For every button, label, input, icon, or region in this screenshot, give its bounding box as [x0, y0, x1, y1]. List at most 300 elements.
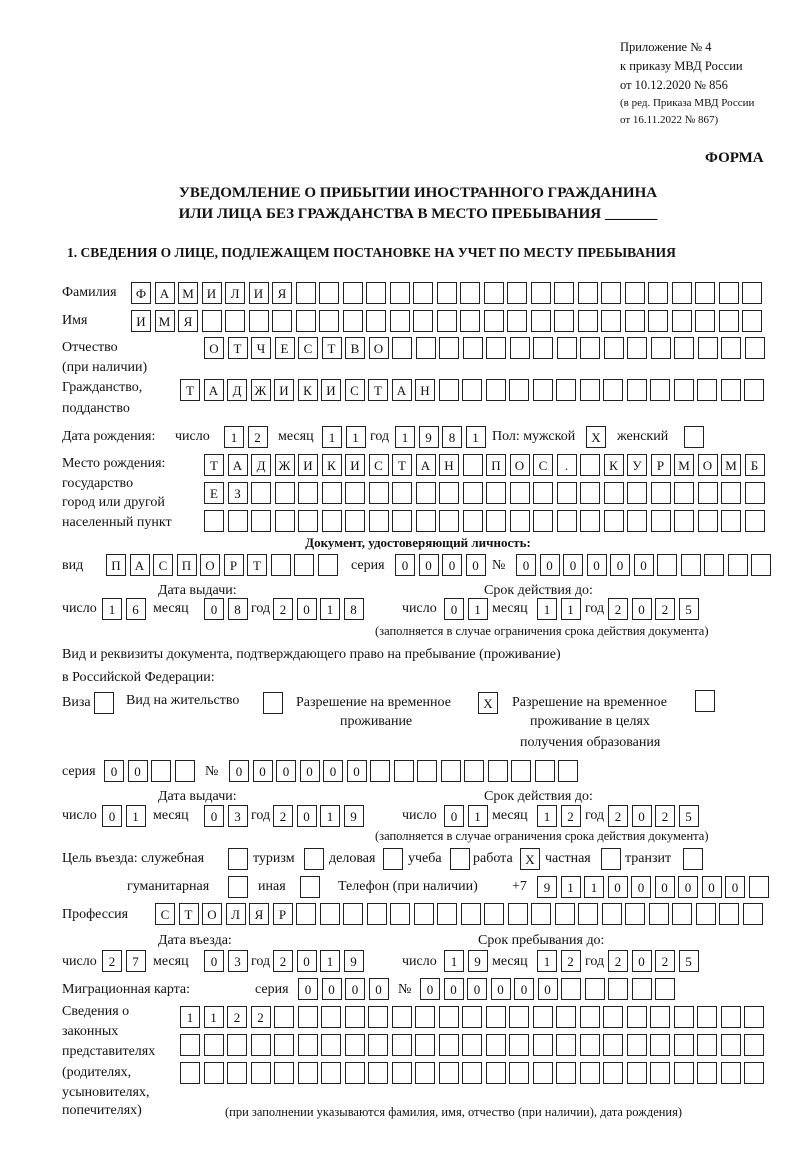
char-cell[interactable]: Р	[224, 554, 244, 576]
doc-type-field[interactable]	[106, 554, 341, 576]
visa-checkbox[interactable]	[94, 692, 118, 714]
char-cell[interactable]	[627, 1006, 647, 1028]
char-cell[interactable]	[304, 848, 324, 870]
permit-issue-year-field[interactable]	[273, 805, 367, 827]
profession-field[interactable]	[155, 903, 766, 925]
char-cell[interactable]	[557, 337, 577, 359]
surname-field[interactable]	[131, 282, 766, 304]
char-cell[interactable]	[625, 903, 645, 925]
char-cell[interactable]: 1	[180, 1006, 200, 1028]
char-cell[interactable]	[721, 482, 741, 504]
char-cell[interactable]: К	[298, 379, 318, 401]
char-cell[interactable]	[486, 1034, 506, 1056]
char-cell[interactable]	[531, 903, 551, 925]
char-cell[interactable]: 0	[655, 876, 675, 898]
char-cell[interactable]	[228, 876, 248, 898]
char-cell[interactable]	[294, 554, 314, 576]
char-cell[interactable]: 6	[126, 598, 146, 620]
char-cell[interactable]: 0	[587, 554, 607, 576]
char-cell[interactable]: М	[674, 454, 694, 476]
char-cell[interactable]: Я	[249, 903, 269, 925]
char-cell[interactable]	[251, 1034, 271, 1056]
char-cell[interactable]	[533, 1006, 553, 1028]
char-cell[interactable]: Ч	[251, 337, 271, 359]
char-cell[interactable]	[463, 337, 483, 359]
char-cell[interactable]: И	[249, 282, 269, 304]
char-cell[interactable]: И	[298, 454, 318, 476]
doc-series-field[interactable]	[395, 554, 489, 576]
char-cell[interactable]	[345, 1034, 365, 1056]
char-cell[interactable]: Р	[651, 454, 671, 476]
sex-male-checkbox[interactable]	[586, 426, 610, 448]
purpose-humanitarian-checkbox[interactable]	[228, 876, 252, 898]
char-cell[interactable]	[674, 1034, 694, 1056]
char-cell[interactable]	[321, 1062, 341, 1084]
char-cell[interactable]	[275, 482, 295, 504]
char-cell[interactable]: З	[228, 482, 248, 504]
char-cell[interactable]	[684, 426, 704, 448]
entry-day-field[interactable]	[102, 950, 149, 972]
char-cell[interactable]: 1	[126, 805, 146, 827]
representatives-row[interactable]	[180, 1034, 768, 1056]
char-cell[interactable]	[484, 282, 504, 304]
char-cell[interactable]	[510, 482, 530, 504]
char-cell[interactable]	[721, 1034, 741, 1056]
char-cell[interactable]: 5	[679, 950, 699, 972]
char-cell[interactable]: М	[178, 282, 198, 304]
char-cell[interactable]: У	[627, 454, 647, 476]
char-cell[interactable]: 1	[561, 598, 581, 620]
char-cell[interactable]	[580, 1006, 600, 1028]
char-cell[interactable]: 0	[725, 876, 745, 898]
stay-day-field[interactable]	[444, 950, 491, 972]
purpose-transit-checkbox[interactable]	[683, 848, 707, 870]
char-cell[interactable]: 2	[608, 805, 628, 827]
char-cell[interactable]	[464, 760, 484, 782]
char-cell[interactable]: 9	[344, 950, 364, 972]
char-cell[interactable]	[345, 510, 365, 532]
char-cell[interactable]: 1	[444, 950, 464, 972]
permit-number-field[interactable]	[229, 760, 582, 782]
edu-permit-checkbox[interactable]	[695, 690, 719, 712]
patronymic-field[interactable]	[204, 337, 768, 359]
char-cell[interactable]	[318, 554, 338, 576]
char-cell[interactable]	[460, 282, 480, 304]
char-cell[interactable]: 1	[584, 876, 604, 898]
migration-series-field[interactable]	[298, 978, 392, 1000]
char-cell[interactable]	[674, 1062, 694, 1084]
char-cell[interactable]	[274, 1062, 294, 1084]
sex-female-checkbox[interactable]	[684, 426, 708, 448]
char-cell[interactable]: П	[106, 554, 126, 576]
char-cell[interactable]	[392, 482, 412, 504]
char-cell[interactable]	[415, 1006, 435, 1028]
char-cell[interactable]: 0	[608, 876, 628, 898]
char-cell[interactable]: А	[228, 454, 248, 476]
char-cell[interactable]	[745, 510, 765, 532]
char-cell[interactable]	[672, 310, 692, 332]
char-cell[interactable]	[368, 1034, 388, 1056]
char-cell[interactable]	[509, 1034, 529, 1056]
char-cell[interactable]: И	[131, 310, 151, 332]
char-cell[interactable]	[320, 903, 340, 925]
char-cell[interactable]	[417, 760, 437, 782]
char-cell[interactable]: .	[557, 454, 577, 476]
char-cell[interactable]	[604, 510, 624, 532]
char-cell[interactable]: 2	[608, 598, 628, 620]
char-cell[interactable]: Т	[180, 379, 200, 401]
char-cell[interactable]: 0	[563, 554, 583, 576]
stay-year-field[interactable]	[608, 950, 702, 972]
char-cell[interactable]	[369, 482, 389, 504]
char-cell[interactable]: Т	[392, 454, 412, 476]
char-cell[interactable]	[509, 1062, 529, 1084]
char-cell[interactable]	[533, 337, 553, 359]
char-cell[interactable]	[650, 1006, 670, 1028]
char-cell[interactable]: 2	[273, 950, 293, 972]
char-cell[interactable]	[580, 510, 600, 532]
char-cell[interactable]	[578, 282, 598, 304]
char-cell[interactable]	[392, 1006, 412, 1028]
char-cell[interactable]: 2	[248, 426, 268, 448]
char-cell[interactable]	[627, 1034, 647, 1056]
char-cell[interactable]: А	[155, 282, 175, 304]
char-cell[interactable]	[296, 282, 316, 304]
char-cell[interactable]	[251, 482, 271, 504]
char-cell[interactable]	[441, 760, 461, 782]
char-cell[interactable]	[601, 848, 621, 870]
char-cell[interactable]: 3	[228, 950, 248, 972]
char-cell[interactable]	[228, 510, 248, 532]
char-cell[interactable]	[721, 1062, 741, 1084]
char-cell[interactable]: М	[155, 310, 175, 332]
char-cell[interactable]	[535, 760, 555, 782]
char-cell[interactable]: 0	[204, 805, 224, 827]
char-cell[interactable]	[343, 282, 363, 304]
char-cell[interactable]	[321, 1034, 341, 1056]
char-cell[interactable]	[319, 282, 339, 304]
char-cell[interactable]	[345, 1062, 365, 1084]
permit-issue-month-field[interactable]	[204, 805, 251, 827]
char-cell[interactable]	[484, 903, 504, 925]
char-cell[interactable]	[719, 903, 739, 925]
char-cell[interactable]	[343, 903, 363, 925]
char-cell[interactable]: 1	[322, 426, 342, 448]
char-cell[interactable]	[580, 379, 600, 401]
birth-place-row[interactable]	[204, 482, 768, 504]
char-cell[interactable]	[463, 454, 483, 476]
temp-permit-checkbox[interactable]	[478, 692, 502, 714]
char-cell[interactable]: 1	[395, 426, 415, 448]
char-cell[interactable]: 0	[300, 760, 320, 782]
char-cell[interactable]	[437, 282, 457, 304]
char-cell[interactable]	[462, 1034, 482, 1056]
char-cell[interactable]	[298, 1062, 318, 1084]
char-cell[interactable]	[533, 1034, 553, 1056]
char-cell[interactable]	[674, 510, 694, 532]
char-cell[interactable]	[298, 1034, 318, 1056]
char-cell[interactable]: А	[416, 454, 436, 476]
char-cell[interactable]: 0	[467, 978, 487, 1000]
purpose-private-checkbox[interactable]	[601, 848, 625, 870]
char-cell[interactable]: Л	[226, 903, 246, 925]
char-cell[interactable]	[439, 379, 459, 401]
char-cell[interactable]: 2	[273, 805, 293, 827]
char-cell[interactable]: 2	[273, 598, 293, 620]
char-cell[interactable]: Я	[272, 282, 292, 304]
char-cell[interactable]	[745, 337, 765, 359]
char-cell[interactable]: О	[202, 903, 222, 925]
char-cell[interactable]	[369, 510, 389, 532]
char-cell[interactable]: 0	[540, 554, 560, 576]
char-cell[interactable]	[486, 1062, 506, 1084]
char-cell[interactable]	[416, 510, 436, 532]
char-cell[interactable]: Д	[251, 454, 271, 476]
char-cell[interactable]	[674, 482, 694, 504]
char-cell[interactable]: О	[200, 554, 220, 576]
char-cell[interactable]: 0	[104, 760, 124, 782]
char-cell[interactable]	[632, 978, 652, 1000]
char-cell[interactable]	[648, 310, 668, 332]
char-cell[interactable]: 0	[276, 760, 296, 782]
char-cell[interactable]	[511, 760, 531, 782]
char-cell[interactable]	[439, 1034, 459, 1056]
char-cell[interactable]	[416, 337, 436, 359]
phone-field[interactable]	[537, 876, 772, 898]
char-cell[interactable]	[343, 310, 363, 332]
char-cell[interactable]: 0	[516, 554, 536, 576]
purpose-service-checkbox[interactable]	[228, 848, 252, 870]
char-cell[interactable]	[392, 1062, 412, 1084]
char-cell[interactable]	[322, 482, 342, 504]
char-cell[interactable]	[721, 510, 741, 532]
char-cell[interactable]: 1	[204, 1006, 224, 1028]
char-cell[interactable]: Т	[247, 554, 267, 576]
issue-day-field[interactable]	[102, 598, 149, 620]
char-cell[interactable]	[390, 282, 410, 304]
char-cell[interactable]	[383, 848, 403, 870]
char-cell[interactable]	[556, 379, 576, 401]
char-cell[interactable]: 1	[537, 950, 557, 972]
representatives-row[interactable]	[180, 1006, 768, 1028]
char-cell[interactable]: И	[345, 454, 365, 476]
char-cell[interactable]: X	[520, 848, 540, 870]
char-cell[interactable]	[719, 282, 739, 304]
char-cell[interactable]	[742, 282, 762, 304]
char-cell[interactable]	[390, 903, 410, 925]
char-cell[interactable]	[608, 978, 628, 1000]
char-cell[interactable]: Н	[439, 454, 459, 476]
char-cell[interactable]: 0	[345, 978, 365, 1000]
char-cell[interactable]: 0	[632, 805, 652, 827]
char-cell[interactable]	[225, 310, 245, 332]
char-cell[interactable]	[437, 310, 457, 332]
char-cell[interactable]	[510, 337, 530, 359]
char-cell[interactable]	[180, 1034, 200, 1056]
char-cell[interactable]	[744, 1034, 764, 1056]
valid-day-field[interactable]	[444, 598, 491, 620]
char-cell[interactable]	[392, 337, 412, 359]
char-cell[interactable]: 2	[561, 805, 581, 827]
birth-place-row[interactable]	[204, 510, 768, 532]
char-cell[interactable]	[227, 1034, 247, 1056]
char-cell[interactable]: 0	[297, 598, 317, 620]
char-cell[interactable]	[681, 554, 701, 576]
char-cell[interactable]	[274, 1034, 294, 1056]
birth-place-row[interactable]	[204, 454, 768, 476]
char-cell[interactable]: 9	[537, 876, 557, 898]
char-cell[interactable]	[603, 1006, 623, 1028]
char-cell[interactable]	[719, 310, 739, 332]
char-cell[interactable]	[745, 482, 765, 504]
char-cell[interactable]	[650, 379, 670, 401]
char-cell[interactable]	[651, 482, 671, 504]
char-cell[interactable]	[721, 1006, 741, 1028]
char-cell[interactable]: Т	[228, 337, 248, 359]
char-cell[interactable]: 9	[468, 950, 488, 972]
char-cell[interactable]: 1	[537, 805, 557, 827]
char-cell[interactable]	[486, 482, 506, 504]
char-cell[interactable]: 2	[655, 598, 675, 620]
char-cell[interactable]	[674, 337, 694, 359]
char-cell[interactable]	[439, 1006, 459, 1028]
char-cell[interactable]: О	[510, 454, 530, 476]
char-cell[interactable]	[627, 510, 647, 532]
char-cell[interactable]: 0	[491, 978, 511, 1000]
char-cell[interactable]: П	[486, 454, 506, 476]
char-cell[interactable]: 0	[204, 950, 224, 972]
char-cell[interactable]: 0	[369, 978, 389, 1000]
char-cell[interactable]: Ж	[251, 379, 271, 401]
char-cell[interactable]: В	[345, 337, 365, 359]
char-cell[interactable]: С	[153, 554, 173, 576]
char-cell[interactable]: Р	[273, 903, 293, 925]
issue-month-field[interactable]	[204, 598, 251, 620]
char-cell[interactable]: Е	[204, 482, 224, 504]
char-cell[interactable]	[696, 903, 716, 925]
char-cell[interactable]	[413, 310, 433, 332]
char-cell[interactable]: 0	[610, 554, 630, 576]
char-cell[interactable]	[625, 282, 645, 304]
char-cell[interactable]: 1	[468, 805, 488, 827]
char-cell[interactable]	[151, 760, 171, 782]
char-cell[interactable]: Т	[322, 337, 342, 359]
char-cell[interactable]	[175, 760, 195, 782]
char-cell[interactable]	[627, 1062, 647, 1084]
char-cell[interactable]	[345, 1006, 365, 1028]
char-cell[interactable]: Т	[179, 903, 199, 925]
char-cell[interactable]: И	[321, 379, 341, 401]
char-cell[interactable]	[251, 1062, 271, 1084]
char-cell[interactable]	[721, 379, 741, 401]
char-cell[interactable]	[296, 903, 316, 925]
char-cell[interactable]	[275, 510, 295, 532]
char-cell[interactable]: 0	[229, 760, 249, 782]
char-cell[interactable]	[300, 876, 320, 898]
char-cell[interactable]	[695, 310, 715, 332]
char-cell[interactable]	[462, 379, 482, 401]
representatives-row[interactable]	[180, 1062, 768, 1084]
char-cell[interactable]: 0	[442, 554, 462, 576]
char-cell[interactable]	[510, 510, 530, 532]
char-cell[interactable]: 1	[537, 598, 557, 620]
char-cell[interactable]: 0	[298, 978, 318, 1000]
char-cell[interactable]	[674, 379, 694, 401]
doc-number-field[interactable]	[516, 554, 775, 576]
char-cell[interactable]	[368, 1062, 388, 1084]
name-field[interactable]	[131, 310, 766, 332]
char-cell[interactable]: 0	[632, 950, 652, 972]
char-cell[interactable]	[721, 337, 741, 359]
char-cell[interactable]: 0	[253, 760, 273, 782]
char-cell[interactable]	[556, 1062, 576, 1084]
char-cell[interactable]: 0	[297, 805, 317, 827]
char-cell[interactable]	[742, 310, 762, 332]
char-cell[interactable]	[439, 337, 459, 359]
char-cell[interactable]	[697, 379, 717, 401]
char-cell[interactable]	[648, 282, 668, 304]
char-cell[interactable]	[180, 1062, 200, 1084]
char-cell[interactable]: X	[478, 692, 498, 714]
char-cell[interactable]: 1	[224, 426, 244, 448]
char-cell[interactable]: 0	[322, 978, 342, 1000]
permit-valid-year-field[interactable]	[608, 805, 702, 827]
char-cell[interactable]	[484, 310, 504, 332]
char-cell[interactable]: 0	[514, 978, 534, 1000]
char-cell[interactable]	[580, 482, 600, 504]
char-cell[interactable]	[488, 760, 508, 782]
char-cell[interactable]	[486, 379, 506, 401]
char-cell[interactable]	[437, 903, 457, 925]
char-cell[interactable]	[749, 876, 769, 898]
char-cell[interactable]	[298, 1006, 318, 1028]
char-cell[interactable]	[698, 482, 718, 504]
permit-valid-month-field[interactable]	[537, 805, 584, 827]
char-cell[interactable]: 1	[320, 950, 340, 972]
char-cell[interactable]: М	[721, 454, 741, 476]
char-cell[interactable]	[439, 482, 459, 504]
char-cell[interactable]: Д	[227, 379, 247, 401]
residence-checkbox[interactable]	[263, 692, 287, 714]
char-cell[interactable]	[390, 310, 410, 332]
char-cell[interactable]: 1	[320, 805, 340, 827]
char-cell[interactable]: Т	[368, 379, 388, 401]
char-cell[interactable]	[627, 482, 647, 504]
char-cell[interactable]: 0	[395, 554, 415, 576]
purpose-work-checkbox[interactable]	[520, 848, 544, 870]
char-cell[interactable]: 1	[466, 426, 486, 448]
char-cell[interactable]	[744, 379, 764, 401]
char-cell[interactable]	[366, 310, 386, 332]
char-cell[interactable]	[463, 510, 483, 532]
char-cell[interactable]: 1	[346, 426, 366, 448]
char-cell[interactable]: 0	[466, 554, 486, 576]
char-cell[interactable]	[345, 482, 365, 504]
char-cell[interactable]: О	[204, 337, 224, 359]
char-cell[interactable]	[439, 1062, 459, 1084]
valid-year-field[interactable]	[608, 598, 702, 620]
migration-number-field[interactable]	[420, 978, 679, 1000]
char-cell[interactable]	[204, 1034, 224, 1056]
purpose-other-checkbox[interactable]	[300, 876, 324, 898]
char-cell[interactable]: 0	[444, 598, 464, 620]
char-cell[interactable]: О	[698, 454, 718, 476]
char-cell[interactable]	[683, 848, 703, 870]
char-cell[interactable]	[601, 282, 621, 304]
char-cell[interactable]	[508, 903, 528, 925]
char-cell[interactable]	[368, 1006, 388, 1028]
char-cell[interactable]: 0	[678, 876, 698, 898]
